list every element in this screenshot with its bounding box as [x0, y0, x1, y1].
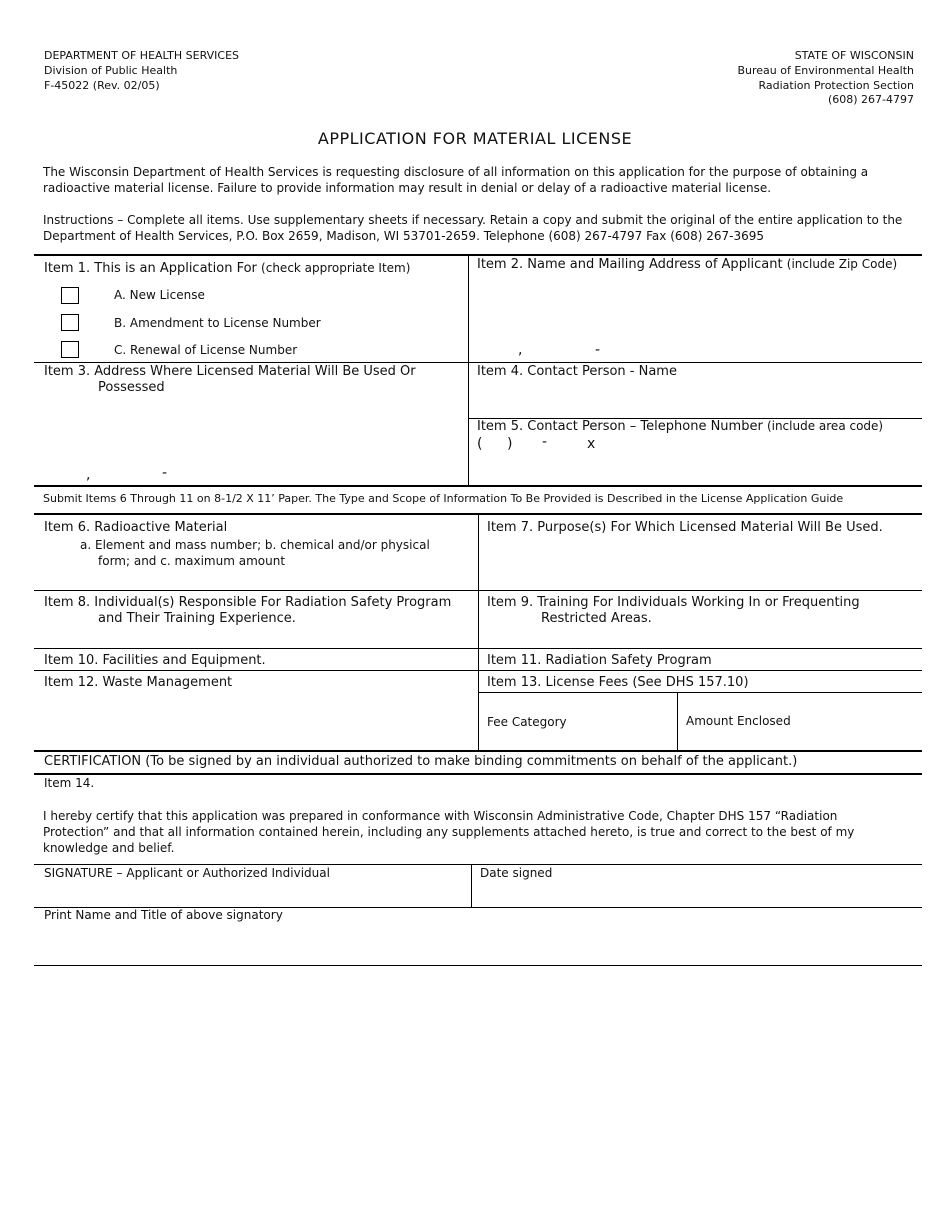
rule-item13-label — [478, 692, 922, 693]
rule-item3-bottom — [34, 485, 922, 487]
certification-heading: CERTIFICATION (To be signed by an individual authorized to make binding commitments on behalf of the applicant.) — [44, 754, 798, 769]
item14-label: Item 14. — [44, 776, 95, 790]
instructions-text: Instructions – Complete all items. Use supplementary sheets if necessary. Retain a copy and submit the original of the entire application to the Department of Health Services, P.O. Box 2659, Madison, WI 53701-2659. Telephone (608) 267-4797 Fax (608) 267-3695 — [43, 213, 903, 243]
form-number: F-45022 (Rev. 02/05) — [44, 79, 160, 92]
item13-label: Item 13. License Fees (See DHS 157.10) — [487, 675, 749, 690]
item5-note: (include area code) — [766, 419, 884, 433]
signature-field[interactable]: SIGNATURE – Applicant or Authorized Individual — [44, 866, 330, 880]
divider-items6-13 — [478, 514, 479, 751]
renewal-checkbox[interactable] — [61, 341, 79, 358]
item11-label[interactable]: Item 11. Radiation Safety Program — [487, 653, 712, 668]
rule-item8-bottom — [34, 648, 922, 649]
item3-label: Item 3. Address Where Licensed Material Will Be Used Or — [44, 364, 416, 379]
item6-label[interactable]: Item 6. Radioactive Material — [44, 520, 228, 535]
divider-item1-2 — [468, 255, 469, 485]
item10-label[interactable]: Item 10. Facilities and Equipment. — [44, 653, 266, 668]
section-name: Radiation Protection Section — [758, 79, 914, 92]
certification-text: I hereby certify that this application was prepared in conformance with Wisconsin Administrative Code, Chapter DHS 157 “Radiation Protection” and that all information contained herein, including any supplements attached hereto, is true and correct to the best of my knowledge and belief. — [43, 809, 855, 855]
phone-area-close: ) — [507, 436, 513, 452]
dept-name: DEPARTMENT OF HEALTH SERVICES — [44, 49, 240, 62]
item9-label-cont: Restricted Areas. — [541, 611, 652, 626]
section-phone: (608) 267-4797 — [827, 93, 914, 106]
bureau-name: Bureau of Environmental Health — [737, 64, 914, 77]
item8-label-cont: and Their Training Experience. — [98, 611, 296, 626]
rule-cert-top — [34, 750, 922, 752]
disclosure-text: The Wisconsin Department of Health Services is requesting disclosure of all information on this application for the purpose of obtaining a radioactive material license. Failure to provide information may result in denial or delay of a radioactive material license. — [43, 165, 869, 195]
print-name-field[interactable]: Print Name and Title of above signatory — [44, 908, 283, 922]
item1-note: (check appropriate Item) — [261, 261, 411, 275]
amendment-checkbox[interactable] — [61, 314, 79, 331]
item4-label[interactable]: Item 4. Contact Person - Name — [477, 364, 677, 379]
phone-dash: - — [542, 434, 548, 450]
item1-label — [44, 261, 410, 276]
amendment-label: B. Amendment to License Number — [114, 316, 321, 330]
item6-sub2: form; and c. maximum amount — [98, 554, 286, 568]
item6-sub1: a. Element and mass number; b. chemical and/or physical — [80, 538, 430, 552]
item3-label-cont: Possessed — [98, 380, 165, 395]
item2-zip-separator: - — [595, 342, 601, 358]
item2-title: Item 2. Name and Mailing Address of Applicant — [477, 257, 783, 272]
item9-label[interactable]: Item 9. Training For Individuals Working In or Frequenting — [487, 595, 860, 610]
phone-area-open[interactable]: ( — [477, 436, 483, 452]
date-signed-field[interactable]: Date signed — [480, 866, 553, 880]
amount-enclosed-field[interactable]: Amount Enclosed — [686, 714, 791, 728]
division-name: Division of Public Health — [44, 64, 178, 77]
item12-label[interactable]: Item 12. Waste Management — [44, 675, 233, 690]
item2-address-field[interactable]: , — [518, 342, 523, 358]
rule-top — [34, 254, 922, 256]
item1-title: Item 1. This is an Application For — [44, 261, 257, 276]
item8-label[interactable]: Item 8. Individual(s) Responsible For Radiation Safety Program — [44, 595, 452, 610]
phone-extension: x — [587, 436, 596, 452]
item5-title: Item 5. Contact Person – Telephone Number — [477, 419, 763, 434]
item3-zip-separator: - — [162, 465, 168, 481]
submit-note: Submit Items 6 Through 11 on 8-1/2 X 11’ Paper. The Type and Scope of Information To Be Provided is Described in the License Application Guide — [43, 492, 844, 505]
rule-form-bottom — [34, 965, 922, 966]
rule-item6-bottom — [34, 590, 922, 591]
state-name: STATE OF WISCONSIN — [794, 49, 914, 62]
item7-label[interactable]: Item 7. Purpose(s) For Which Licensed Material Will Be Used. — [487, 520, 883, 535]
rule-signature-top — [34, 864, 922, 865]
rule-cert-bottom — [34, 773, 922, 775]
item2-label — [477, 257, 897, 272]
item3-address-field[interactable]: , — [86, 467, 91, 483]
new-license-checkbox[interactable] — [61, 287, 79, 304]
form-title: APPLICATION FOR MATERIAL LICENSE — [317, 129, 633, 148]
renewal-label: C. Renewal of License Number — [114, 343, 298, 357]
item5-label — [477, 419, 883, 434]
rule-item10-bottom — [34, 670, 922, 671]
divider-signature — [471, 865, 472, 907]
new-license-label: A. New License — [114, 288, 205, 302]
divider-fee — [677, 693, 678, 751]
fee-category-field[interactable]: Fee Category — [487, 715, 567, 729]
item2-note: (include Zip Code) — [786, 257, 898, 271]
rule-item1-bottom — [34, 362, 922, 363]
